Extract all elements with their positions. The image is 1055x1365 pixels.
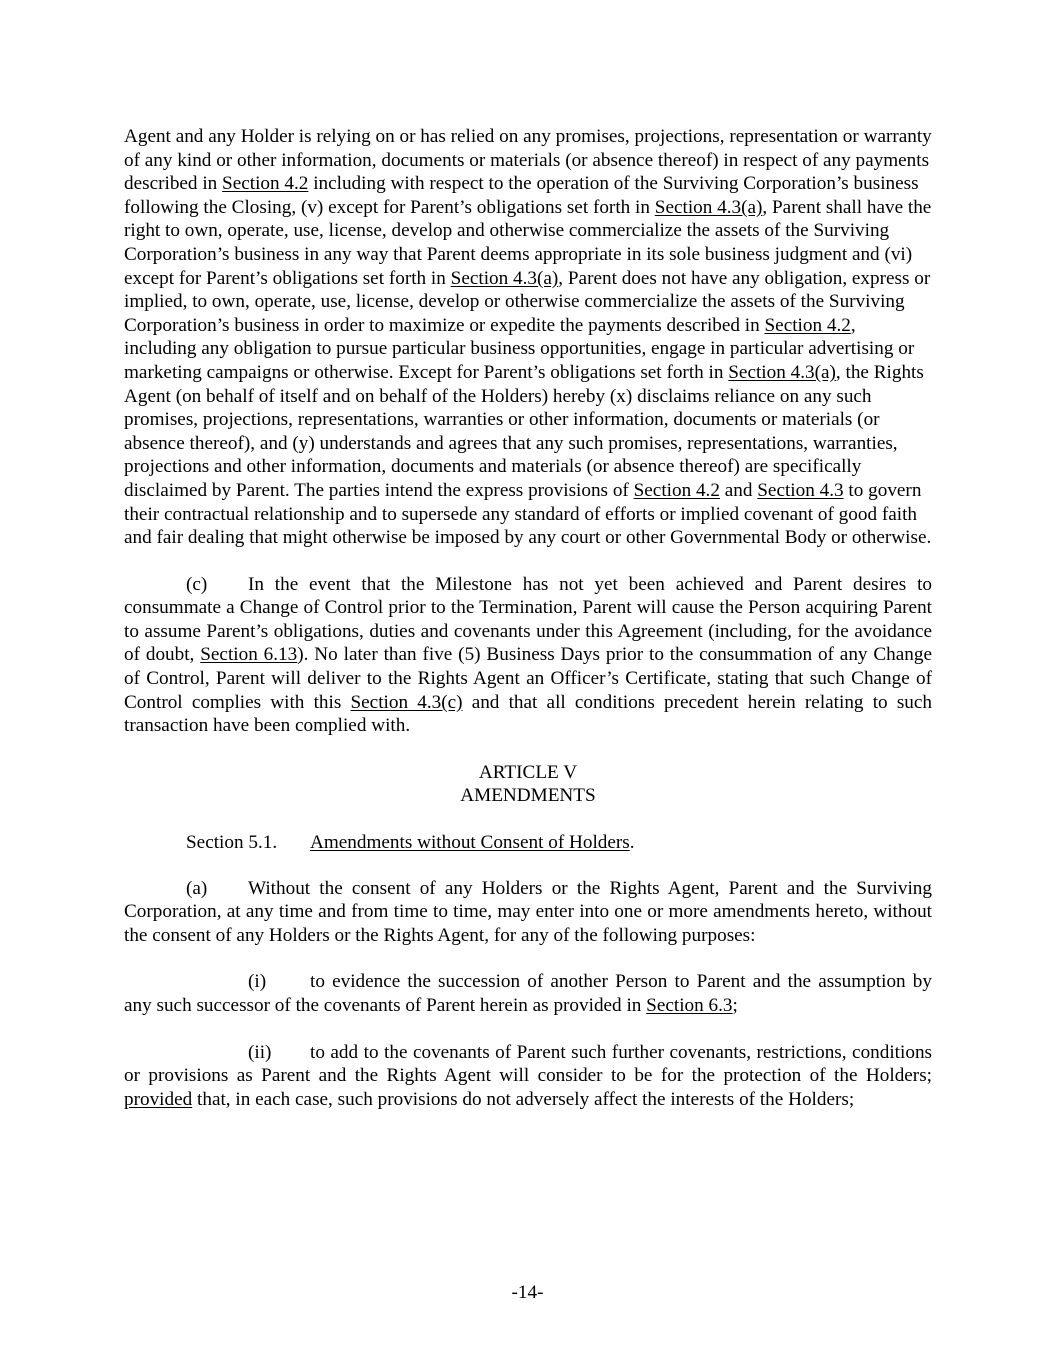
paragraph-text: and [719,479,758,501]
paragraph-b-continuation [124,125,932,550]
paragraph-text: ). No later than five (5) Business Days prior to the consummation of any Change of Control, Parent will deliver to the Rights Agent an Officer’s Certificate, stating that such Change of Control complies with this [124,644,932,713]
paragraph-label: (c) [186,573,208,595]
section-title: Amendments without Consent of Holders [310,832,630,854]
paragraph-label: (a) [186,877,208,899]
section-reference: Section 6.13 [200,644,298,666]
paragraph-text: , Parent shall have the right to own, operate, use, license, develop and otherwise commercialize the assets of the Surviving Corporation’s business in any way that Parent deems appropriate in its sole business judgment and (vi) except for Parent’s obligations set forth in [124,196,932,289]
article-title: AMENDMENTS [460,785,596,807]
section-reference: Section 4.3 [757,479,844,501]
section-reference: Section 4.3(a) [654,196,763,218]
item-ii [124,1041,932,1112]
paragraph-text: , the Rights Agent (on behalf of itself and on behalf of the Holders) hereby (x) disclaims reliance on any such promises, projections, representations, warranties or other information, documents or materials (or absence thereof), and (y) understands and agrees that any such promises, representations, warranties, projections and other information, documents and materials (or absence thereof) are specifically disclaimed by Parent. The parties intend the express provisions of [124,361,924,501]
paragraph-text: to govern their contractual relationship and to supersede any standard of efforts or implied covenant of good faith and fair dealing that might otherwise be imposed by any court or other Governmental Body or otherwise. [124,479,932,549]
section-reference: Section 4.2 [222,173,309,195]
paragraph-text: including with respect to the operation of the Surviving Corporation’s business following the Closing, (v) except for Parent’s obligations set forth in [124,173,919,218]
section-reference: Section 4.3(a) [728,361,836,383]
section-title-period: . [629,832,635,854]
paragraph-text: and that all conditions precedent herein relating to such transaction have been complied with. [124,691,932,737]
section-reference: Section 4.2 [764,314,851,336]
page-number: -14- [511,1282,544,1303]
section-reference: Section 4.3(a) [450,267,559,289]
item-label: (i) [248,971,267,993]
paragraph-text: , Parent does not have any obligation, express or implied, to own, operate, use, license, develop or otherwise commercialize the assets of the Surviving Corporation’s business in order to maximize or expedite the payments described in [124,267,931,336]
item-text: ; [732,995,738,1016]
section-heading [124,831,932,855]
article-heading [124,761,932,808]
paragraph-text: , including any obligation to pursue particular business opportunities, engage in particular advertising or marketing campaigns or otherwise. Except for Parent’s obligations set forth in [124,314,915,383]
section-reference: Section 4.3(c) [350,691,463,713]
paragraph-a [124,877,932,948]
defined-term: provided [124,1088,193,1110]
paragraph-text: Agent and any Holder is relying on or has relied on any promises, projections, representation or warranty of any kind or other information, documents or materials (or absence thereof) in respect of any payments described in [124,126,932,195]
item-text: to evidence the succession of another Person to Parent and the assumption by any such successor of the covenants of Parent herein as provided in [124,971,932,1016]
paragraph-text: In the event that the Milestone has not yet been achieved and Parent desires to consummate a Change of Control prior to the Termination, Parent will cause the Person acquiring Parent to assume Parent’s obligations, duties and covenants under this Agreement (including, for the avoidance of doubt, [124,573,932,666]
article-number: ARTICLE V [478,761,578,783]
item-text: to add to the covenants of Parent such further covenants, restrictions, conditions or provisions as Parent and the Rights Agent will consider to be for the protection of the Holders; [124,1041,932,1087]
paragraph-text: Without the consent of any Holders or the Rights Agent, Parent and the Surviving Corporation, at any time and from time to time, may enter into one or more amendments hereto, without the consent of any Holders or the Rights Agent, for any of the following purposes: [124,877,932,946]
section-reference: Section 4.2 [633,479,720,501]
item-label: (ii) [248,1041,272,1063]
paragraph-c [124,573,932,738]
section-number: Section 5.1. [186,832,278,854]
document-page [124,125,932,1111]
section-reference: Section 6.3 [646,995,733,1016]
item-i [124,970,932,1017]
item-text: that, in each case, such provisions do not adversely affect the interests of the Holders; [192,1088,855,1110]
